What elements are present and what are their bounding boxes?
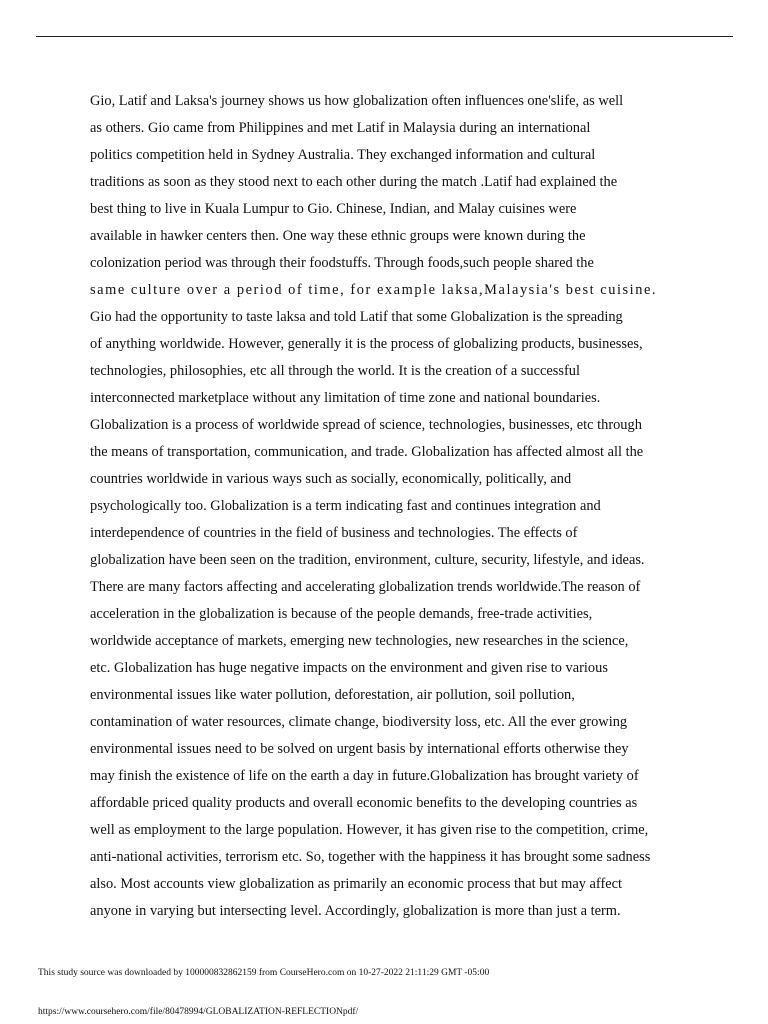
body-line: globalization have been seen on the tradition, environment, culture, security, lifestyle, and ideas. [90, 552, 645, 568]
body-line: also. Most accounts view globalization as primarily an economic process that but may affect [90, 876, 623, 892]
body-line: anti-national activities, terrorism etc. So, together with the happiness it has brought some sadness [90, 849, 651, 865]
body-line: anyone in varying but intersecting level. Accordingly, globalization is more than just a term. [90, 903, 621, 919]
body-line: politics competition held in Sydney Australia. They exchanged information and cultural [90, 147, 596, 163]
body-line: environmental issues need to be solved on urgent basis by international efforts otherwise they [90, 741, 629, 757]
body-line: available in hawker centers then. One way these ethnic groups were known during the [90, 228, 586, 244]
body-line: interdependence of countries in the field of business and technologies. The effects of [90, 525, 578, 541]
body-line: may finish the existence of life on the earth a day in future.Globalization has brought variety of [90, 768, 639, 784]
body-line: worldwide acceptance of markets, emerging new technologies, new researches in the science, [90, 633, 629, 649]
body-line: well as employment to the large population. However, it has given rise to the competition, crime, [90, 822, 649, 838]
body-line: same culture over a period of time, for example laksa,Malaysia's best cuisine. [90, 282, 658, 298]
body-line: colonization period was through their foodstuffs. Through foods,such people shared the [90, 255, 594, 271]
body-line: Globalization is a process of worldwide spread of science, technologies, businesses, etc through [90, 417, 642, 433]
body-line: as others. Gio came from Philippines and met Latif in Malaysia during an international [90, 120, 591, 136]
body-line: etc. Globalization has huge negative impacts on the environment and given rise to various [90, 660, 608, 676]
body-line: affordable priced quality products and overall economic benefits to the developing countries as [90, 795, 638, 811]
body-line: technologies, philosophies, etc all through the world. It is the creation of a successful [90, 363, 580, 379]
download-note: This study source was downloaded by 100000832862159 from CourseHero.com on 10-27-2022 21:11:29 GMT -05:00 [38, 968, 490, 978]
body-line: best thing to live in Kuala Lumpur to Gio. Chinese, Indian, and Malay cuisines were [90, 201, 577, 217]
body-line: the means of transportation, communication, and trade. Globalization has affected almost all the [90, 444, 644, 460]
top-divider [36, 36, 733, 37]
source-url[interactable]: https://www.coursehero.com/file/80478994/GLOBALIZATION-REFLECTIONpdf/ [38, 1007, 359, 1017]
body-line: Gio had the opportunity to taste laksa and told Latif that some Globalization is the spreading [90, 309, 623, 325]
body-line: psychologically too. Globalization is a term indicating fast and continues integration and [90, 498, 601, 514]
body-line: countries worldwide in various ways such as socially, economically, politically, and [90, 471, 572, 487]
body-line: contamination of water resources, climate change, biodiversity loss, etc. All the ever growing [90, 714, 628, 730]
body-line: of anything worldwide. However, generally it is the process of globalizing products, businesses, [90, 336, 643, 352]
body-line: environmental issues like water pollution, deforestation, air pollution, soil pollution, [90, 687, 575, 703]
body-line: acceleration in the globalization is because of the people demands, free-trade activities, [90, 606, 593, 622]
body-line: traditions as soon as they stood next to each other during the match .Latif had explained the [90, 174, 618, 190]
body-line: Gio, Latif and Laksa's journey shows us how globalization often influences one'slife, as well [90, 93, 624, 109]
body-line: There are many factors affecting and accelerating globalization trends worldwide.The reason of [90, 579, 641, 595]
body-line: interconnected marketplace without any limitation of time zone and national boundaries. [90, 390, 601, 406]
document-body [90, 88, 690, 925]
